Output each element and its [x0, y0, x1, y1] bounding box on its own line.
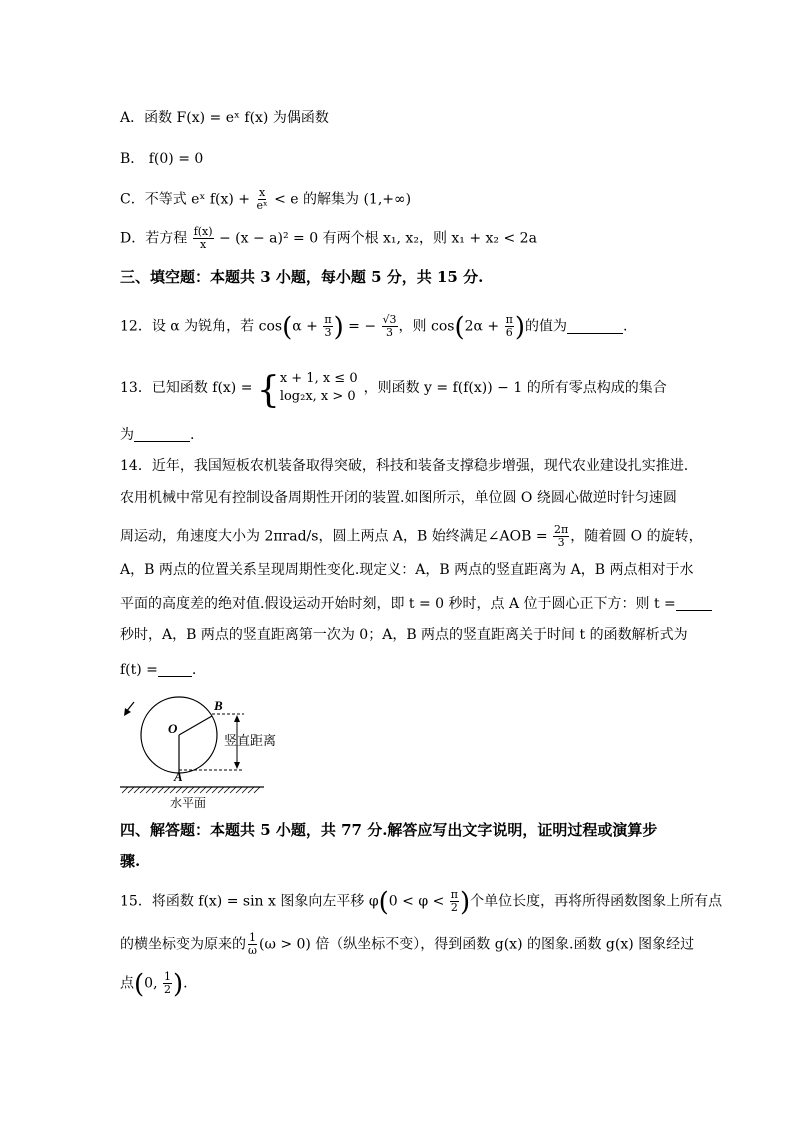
q15-fraction-3	[163, 971, 172, 996]
fraction-numerator: 1	[163, 970, 171, 983]
fraction-denominator: eˣ	[256, 199, 268, 213]
question-14-line-7: f(t) = .	[120, 662, 197, 678]
q14-l5: 平面的高度差的绝对值.假设运动开始时刻，即 t = 0 秒时，点 A 位于圆心正下方：则 t =	[120, 596, 676, 612]
q12-fraction-1	[323, 314, 332, 339]
answer-blank[interactable]	[676, 596, 712, 611]
q15-l3-post: .	[183, 975, 188, 992]
answer-blank[interactable]	[134, 427, 190, 442]
piecewise-cases	[280, 370, 358, 406]
option-d-fraction	[193, 226, 214, 251]
option-d-pre: D．若方程	[120, 230, 192, 247]
q12-in2: 2α +	[464, 318, 504, 335]
q15-l3-in: 0,	[144, 975, 162, 992]
fraction-numerator: x	[258, 186, 266, 199]
q14-l3-pre: 周运动，角速度大小为 2πrad/s，圆上两点 A，B 始终满足∠AOB =	[120, 528, 552, 545]
q12-mid: = −	[343, 318, 381, 335]
case-2: log₂x, x > 0	[279, 389, 356, 405]
q15-l2-pre: 的横坐标变为原来的	[120, 936, 246, 953]
fraction-numerator: π	[505, 313, 513, 326]
arrow-up-icon	[234, 715, 240, 722]
label-b: B	[214, 698, 223, 713]
fraction-numerator: 1	[248, 931, 256, 944]
question-15-line-2	[120, 932, 694, 957]
question-14-line-4: A，B 两点的位置关系呈现周期性变化.现定义：A，B 两点的竖直距离为 A，B 两点相对于水	[120, 562, 694, 578]
q14-l7: f(t) =	[120, 662, 158, 678]
option-d	[120, 226, 537, 251]
fraction-numerator: √3	[382, 313, 397, 326]
fraction-denominator: 6	[505, 326, 513, 340]
fraction-denominator: 3	[557, 536, 565, 550]
question-14-line-5	[120, 596, 712, 611]
label-ground: 水平面	[170, 796, 207, 810]
q15-fraction-1	[450, 889, 459, 914]
question-15-line-3: 点(0, $\frac{1}{2}$ ).	[120, 969, 188, 1000]
question-13: 13．已知函数 f(x) = { x + 1, x ≤ 0 log₂x, x > 0 ，则函数 y = f(f(x)) − 1 的所有零点构成的集合	[120, 370, 667, 412]
q14-l3-post: ，随着圆 O 的旋转，	[570, 528, 703, 545]
option-b: B． f(0) = 0	[120, 151, 204, 167]
q12-pre: 12．设 α 为锐角，若 cos	[120, 318, 283, 335]
option-c	[120, 187, 411, 212]
option-d-post: − (x − a)² = 0 有两个根 x₁, x₂，则 x₁ + x₂ < 2a	[214, 230, 537, 247]
section-4-heading-line-2: 骤.	[120, 852, 141, 870]
radius-ob	[179, 716, 212, 735]
fraction-numerator: f(x)	[193, 225, 213, 238]
question-14-line-6: 秒时，A，B 两点的竖直距离第一次为 0；A，B 两点的竖直距离关于时间 t 的函数解析式为	[120, 627, 688, 643]
q13-line2: 为	[120, 427, 134, 443]
q15-l1-post: 个单位长度，再将所得函数图象上所有点	[470, 893, 723, 910]
label-o: O	[168, 721, 178, 736]
q13-post: ，则函数 y = f(f(x)) − 1 的所有零点构成的集合	[363, 380, 667, 397]
fraction-numerator: π	[450, 888, 458, 901]
q14-fraction	[553, 524, 569, 549]
fraction-numerator: π	[324, 313, 332, 326]
case-1: x + 1, x ≤ 0	[279, 371, 358, 386]
question-14-line-2: 农用机械中常见有控制设备周期性开闭的装置.如图所示，单位圆 O 绕圆心做逆时针匀速圆	[120, 490, 677, 506]
fraction-denominator: ω	[248, 944, 257, 958]
section-4-heading-line-1: 四、解答题：本题共 5 小题，共 77 分.解答应写出文字说明，证明过程或演算步	[120, 821, 658, 839]
option-c-fraction	[255, 187, 268, 212]
fraction-denominator: 3	[324, 326, 332, 340]
q15-l3-pre: 点	[120, 975, 134, 992]
question-13-line-2: 为 .	[120, 427, 195, 443]
question-15-line-1: 15．将函数 f(x) = sin x 图象向左平移 φ(0 < φ < $\frac{\pi}{2}$ )个单位长度，再将所得函数图象上所有点	[120, 887, 723, 918]
q13-pre: 13．已知函数 f(x) =	[120, 380, 257, 397]
question-12: 12．设 α 为锐角，若 cos(α + $\frac{\pi}{3}$ ) = − $\frac{√3}{3}$ ，则 cos(2α + $\frac{\pi}{6}$ )的值为 .	[120, 312, 628, 343]
section-3-heading: 三、填空题：本题共 3 小题，每小题 5 分，共 15 分.	[120, 268, 484, 286]
q12-in1: α +	[292, 318, 323, 335]
ground-hatching	[122, 787, 260, 793]
q12-fraction-3	[505, 314, 514, 339]
fraction-denominator: 3	[386, 326, 394, 340]
option-a: A．函数 F(x) = eˣ f(x) 为偶函数	[120, 110, 329, 126]
q12-post: 的值为	[525, 318, 567, 335]
fraction-denominator: 2	[163, 983, 171, 997]
fraction-numerator: 2π	[554, 523, 569, 536]
answer-blank[interactable]	[158, 662, 192, 677]
q15-l1-in: 0 < φ <	[388, 893, 449, 910]
option-c-pre: C．不等式 eˣ f(x) +	[120, 191, 255, 208]
fraction-denominator: 2	[450, 901, 458, 915]
option-c-post: < e 的解集为 (1,+∞)	[269, 191, 412, 208]
arrow-down-icon	[234, 762, 240, 769]
q12-fraction-2	[382, 314, 398, 339]
label-vertical-distance: 竖直距离	[224, 734, 277, 749]
q15-l2-post: (ω > 0) 倍（纵坐标不变），得到函数 g(x) 的图象.函数 g(x) 图象经过	[258, 936, 695, 953]
rotating-circle-figure	[112, 690, 312, 815]
question-14-line-3	[120, 524, 703, 549]
fraction-denominator: x	[200, 238, 207, 252]
question-14-line-1: 14．近年，我国短板农机装备取得突破，科技和装备支撑稳步增强，现代农业建设扎实推进.	[120, 458, 689, 474]
answer-blank[interactable]	[567, 319, 623, 334]
q15-l1-pre: 15．将函数 f(x) = sin x 图象向左平移 φ	[120, 893, 379, 910]
q12-mid2: ，则 cos	[398, 318, 455, 335]
label-a: A	[174, 769, 183, 784]
q15-fraction-2	[247, 932, 258, 957]
